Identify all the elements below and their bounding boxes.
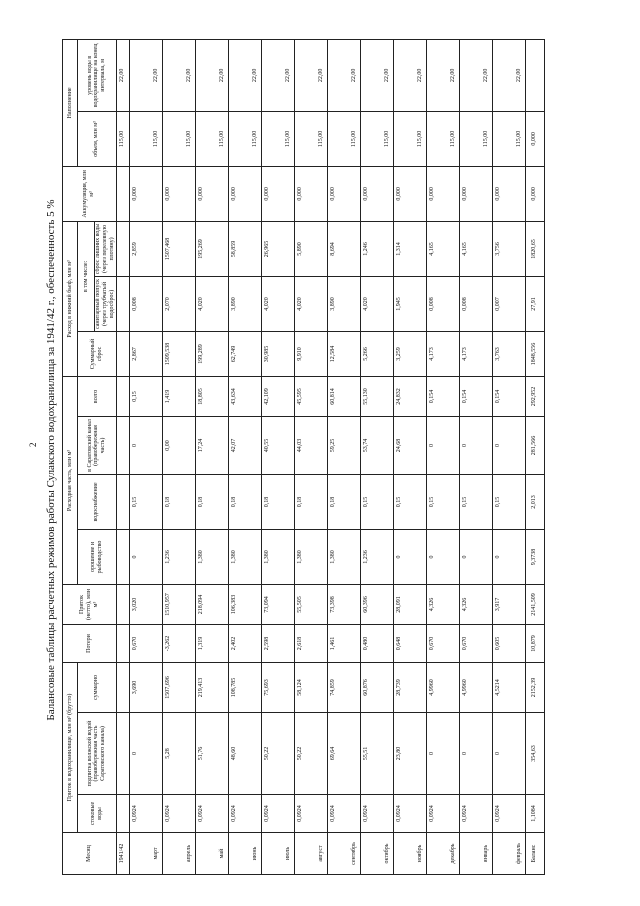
table-cell: 3,890	[228, 276, 261, 331]
table-cell: 51,76	[195, 713, 228, 795]
table-cell: 0	[129, 713, 162, 795]
table-cell: 0,18	[327, 475, 360, 530]
table-cell: 5,28	[162, 713, 195, 795]
table-cell: 60,876	[360, 663, 393, 713]
header-water-supply: водоснабжение	[78, 475, 117, 530]
table-cell-empty	[116, 585, 129, 625]
table-row	[294, 39, 327, 874]
table-cell: 115,00	[162, 111, 195, 166]
table-cell: 281,566	[525, 417, 544, 475]
table-cell: 62,749	[228, 331, 261, 376]
table-cell: 4,9960	[459, 663, 492, 713]
table-cell: 4,173	[426, 331, 459, 376]
header-lower-sum: Суммарный сброс	[78, 331, 117, 376]
table-cell: 0,18	[294, 475, 327, 530]
table-cell: 219,413	[195, 663, 228, 713]
table-cell: 60,396	[360, 585, 393, 625]
table-cell: 4,5214	[492, 663, 525, 713]
table-cell: 59,25	[327, 417, 360, 475]
table-cell: февраль	[492, 833, 525, 875]
table-cell: 73,094	[261, 585, 294, 625]
table-cell: 0,0924	[261, 795, 294, 833]
table-cell: 0,000	[525, 166, 544, 221]
table-cell: 1,236	[360, 530, 393, 585]
table-cell: 0,000	[492, 166, 525, 221]
table-cell: 55,51	[360, 713, 393, 795]
table-cell-empty	[116, 530, 129, 585]
table-cell: 0,000	[459, 166, 492, 221]
table-cell: 115,00	[327, 111, 360, 166]
table-cell: 2152,39	[525, 663, 544, 713]
table-cell: 2,013	[525, 475, 544, 530]
table-cell: 4,165	[426, 221, 459, 276]
table-cell: 9,910	[294, 331, 327, 376]
header-expense-total: всего	[78, 376, 117, 416]
table-cell: 4,020	[261, 276, 294, 331]
document-title: Балансовые таблицы расчетных режимов работы Сулакского водохранилища за 1941/42 г., обеспеченность 5 %	[45, 199, 57, 721]
year-label: 1941/42	[116, 833, 129, 875]
table-cell: 0	[492, 713, 525, 795]
table-cell: 0	[393, 530, 426, 585]
table-cell: 74,859	[327, 663, 360, 713]
table-cell: 42,109	[261, 376, 294, 416]
table-cell: 199,289	[195, 331, 228, 376]
table-cell: 4,020	[294, 276, 327, 331]
table-cell-empty	[116, 475, 129, 530]
table-cell: 23,80	[393, 713, 426, 795]
table-cell: 4,9960	[426, 663, 459, 713]
table-cell: 0,008	[459, 276, 492, 331]
table-cell: 2141,509	[525, 585, 544, 625]
table-cell: 0,000	[261, 166, 294, 221]
table-cell: 1,380	[261, 530, 294, 585]
table-cell: 0	[459, 713, 492, 795]
header-inflow-group: Приток в водохранилище, млн м³ (брутто)	[63, 663, 78, 833]
table-cell: 58,859	[228, 221, 261, 276]
table-cell: 1,380	[195, 530, 228, 585]
table-cell: сентябрь	[327, 833, 360, 875]
table-row-balance	[525, 39, 544, 874]
header-lower-group: Расход в нижний бьеф, млн м³	[63, 221, 78, 376]
table-cell: 30,985	[261, 331, 294, 376]
table-cell: 1,380	[294, 530, 327, 585]
table-cell: 0,15	[129, 475, 162, 530]
table-cell: 1,419	[162, 376, 195, 416]
table-cell: 115,00	[294, 111, 327, 166]
table-cell: 0,0924	[162, 795, 195, 833]
header-fill-volume: объем, млн м³	[78, 111, 117, 166]
table-cell: 115,00	[426, 111, 459, 166]
table-cell: 354,63	[525, 713, 544, 795]
table-cell-empty	[116, 625, 129, 663]
table-cell: 0	[426, 417, 459, 475]
table-cell: 75,693	[261, 663, 294, 713]
table-cell: 22,00	[459, 39, 492, 111]
header-fill-level: уровень воды в водохранилище на конец интервала, м	[78, 39, 117, 111]
header-spill: сброс лишних воды (через перелевную плотину)	[95, 221, 117, 276]
table-cell: май	[195, 833, 228, 875]
table-cell: 0	[492, 530, 525, 585]
table-cell: 0,18	[162, 475, 195, 530]
table-cell: 69,64	[327, 713, 360, 795]
table-cell: 0	[459, 530, 492, 585]
table-cell: 26,965	[261, 221, 294, 276]
table-cell: 0,0924	[360, 795, 393, 833]
table-cell: март	[129, 833, 162, 875]
table-cell: 0,18	[195, 475, 228, 530]
table-cell: Баланс	[525, 833, 544, 875]
table-cell: 115,00	[228, 111, 261, 166]
table-cell: 2,859	[129, 221, 162, 276]
table-cell: 115,00	[261, 111, 294, 166]
table-cell: 48,60	[228, 713, 261, 795]
table-cell: 28,091	[393, 585, 426, 625]
table-cell-empty	[116, 376, 129, 416]
table-cell: 0,670	[426, 625, 459, 663]
table-cell: 292,952	[525, 376, 544, 416]
table-cell: 0,008	[129, 276, 162, 331]
table-cell: 1,380	[228, 530, 261, 585]
table-row	[228, 39, 261, 874]
table-row	[162, 39, 195, 874]
table-cell: 0,000	[294, 166, 327, 221]
table-cell: 2,070	[162, 276, 195, 331]
table-cell: 22,00	[393, 39, 426, 111]
table-cell: октябрь	[360, 833, 393, 875]
table-cell: 1848,556	[525, 331, 544, 376]
table-cell: 24,832	[393, 376, 426, 416]
table-cell: 0	[492, 417, 525, 475]
balance-table	[62, 39, 545, 875]
table-cell: 4,020	[360, 276, 393, 331]
table-cell-empty	[116, 276, 129, 331]
table-cell: 5,890	[294, 221, 327, 276]
table-cell: 2,867	[129, 331, 162, 376]
table-cell: 4,165	[459, 221, 492, 276]
table-cell: 40,55	[261, 417, 294, 475]
table-cell: 3,763	[492, 331, 525, 376]
table-cell: 0,480	[360, 625, 393, 663]
table-cell: 0,000	[162, 166, 195, 221]
rotated-page	[40, 40, 630, 880]
table-cell: 17,24	[195, 417, 228, 475]
table-cell: 24,68	[393, 417, 426, 475]
table-cell: 1,380	[327, 530, 360, 585]
table-cell: 22,00	[162, 39, 195, 111]
table-cell: 8,694	[327, 221, 360, 276]
table-cell: 106,383	[228, 585, 261, 625]
header-saratov-canal: в Саратовский канал (правобережная часть)	[78, 417, 117, 475]
table-cell: 115,00	[195, 111, 228, 166]
table-cell: 9,3738	[525, 530, 544, 585]
table-cell: 22,00	[195, 39, 228, 111]
table-cell: 4,173	[459, 331, 492, 376]
table-cell: 55,505	[294, 585, 327, 625]
table-cell: 3,259	[393, 331, 426, 376]
table-cell: 5,266	[360, 331, 393, 376]
header-expense-group: Расходная часть, млн м³	[63, 376, 78, 584]
table-cell: 0,0924	[327, 795, 360, 833]
table-cell: 1,319	[195, 625, 228, 663]
table-cell: 115,00	[492, 111, 525, 166]
table-cell-empty	[116, 221, 129, 276]
table-row	[360, 39, 393, 874]
table-cell: 22,00	[426, 39, 459, 111]
table-cell: 3,917	[492, 585, 525, 625]
table-cell: 55,130	[360, 376, 393, 416]
table-cell: 1507,696	[162, 663, 195, 713]
table-cell: декабрь	[426, 833, 459, 875]
table-cell: 0,0924	[228, 795, 261, 833]
table-cell: 115,00	[393, 111, 426, 166]
table-cell: 10,879	[525, 625, 544, 663]
table-row	[195, 39, 228, 874]
table-cell: 50,22	[261, 713, 294, 795]
header-sanitary: санитарный попуск (через трубчатый водосброс)	[95, 276, 117, 331]
table-cell: 3,890	[327, 276, 360, 331]
table-row	[129, 39, 162, 874]
table-cell: 3,020	[129, 585, 162, 625]
table-cell: 1,314	[393, 221, 426, 276]
table-cell: 108,785	[228, 663, 261, 713]
table-cell: 0,154	[459, 376, 492, 416]
table-cell: 0,00	[162, 417, 195, 475]
table-cell: 3,756	[492, 221, 525, 276]
table-cell: 27,91	[525, 276, 544, 331]
table-cell: 0,000	[195, 166, 228, 221]
table-cell: январь	[459, 833, 492, 875]
table-cell: 42,07	[228, 417, 261, 475]
table-cell: 0	[129, 417, 162, 475]
header-inflow-total: суммарно	[78, 663, 117, 713]
table-cell: 195,269	[195, 221, 228, 276]
start-volume: 115,00	[116, 111, 129, 166]
table-row	[426, 39, 459, 874]
table-cell: 1509,538	[162, 331, 195, 376]
header-accumulation: Аккумуляция, млн м³	[63, 166, 117, 221]
header-month: Месяц	[63, 833, 117, 875]
table-cell: 0	[129, 530, 162, 585]
table-cell-empty	[116, 713, 129, 795]
table-cell: 43,634	[228, 376, 261, 416]
table-cell: 1510,957	[162, 585, 195, 625]
table-cell: 0,000	[228, 166, 261, 221]
table-cell: 22,00	[360, 39, 393, 111]
table-cell: 1,1084	[525, 795, 544, 833]
table-cell: 0,000	[360, 166, 393, 221]
table-cell: 0,154	[492, 376, 525, 416]
table-cell: 0,0924	[129, 795, 162, 833]
table-cell: 1,246	[360, 221, 393, 276]
table-cell: 2,598	[261, 625, 294, 663]
table-cell: 12,584	[327, 331, 360, 376]
table-cell: 0,15	[426, 475, 459, 530]
table-cell: -3,262	[162, 625, 195, 663]
table-cell: 2,618	[294, 625, 327, 663]
table-cell: 0	[426, 530, 459, 585]
table-cell: 60,814	[327, 376, 360, 416]
table-cell: 0,154	[426, 376, 459, 416]
table-cell: 0,605	[492, 625, 525, 663]
table-cell	[525, 39, 544, 111]
table-cell: 0,0924	[294, 795, 327, 833]
table-cell: 0,18	[261, 475, 294, 530]
table-cell: 0,648	[393, 625, 426, 663]
table-cell: 0,18	[228, 475, 261, 530]
table-row	[261, 39, 294, 874]
table-cell: 2,402	[228, 625, 261, 663]
table-cell: 115,00	[360, 111, 393, 166]
table-cell: 218,094	[195, 585, 228, 625]
table-cell: 22,00	[327, 39, 360, 111]
table-cell: апрель	[162, 833, 195, 875]
table-cell: 22,00	[129, 39, 162, 111]
header-fill-group: Наполнение	[63, 39, 78, 166]
table-cell: 0,0924	[393, 795, 426, 833]
table-cell: 0,000	[129, 166, 162, 221]
table-cell: 3,690	[129, 663, 162, 713]
header-runoff: стоковые воды	[78, 795, 117, 833]
table-row-start	[116, 39, 129, 874]
table-cell-empty	[116, 331, 129, 376]
table-cell: 0	[459, 417, 492, 475]
header-net-inflow: Приток (нетто), млн м³	[63, 585, 117, 625]
table-cell: 115,00	[459, 111, 492, 166]
table-cell: 0,0924	[459, 795, 492, 833]
table-cell: 0,15	[459, 475, 492, 530]
table-cell: 58,124	[294, 663, 327, 713]
table-cell: 22,00	[294, 39, 327, 111]
table-cell: 0,670	[459, 625, 492, 663]
table-cell: 4,326	[426, 585, 459, 625]
table-cell: 50,22	[294, 713, 327, 795]
page-number: 2	[28, 442, 38, 447]
table-row	[327, 39, 360, 874]
table-cell: 4,326	[459, 585, 492, 625]
table-cell: август	[294, 833, 327, 875]
start-level: 22,00	[116, 39, 129, 111]
table-cell: 0,008	[426, 276, 459, 331]
table-cell: 73,398	[327, 585, 360, 625]
table-cell: 0,000	[393, 166, 426, 221]
table-cell: 115,00	[129, 111, 162, 166]
header-losses: Потери	[63, 625, 117, 663]
table-cell: июль	[261, 833, 294, 875]
table-cell: 22,00	[261, 39, 294, 111]
table-row	[393, 39, 426, 874]
table-cell: 45,595	[294, 376, 327, 416]
table-cell: 0,0924	[195, 795, 228, 833]
table-cell: 0,670	[129, 625, 162, 663]
table-cell: 0,000	[327, 166, 360, 221]
table-row	[459, 39, 492, 874]
table-cell: 0,15	[492, 475, 525, 530]
header-transfer: подпитка волжской водой (правобережная часть Саратовского канала)	[78, 713, 117, 795]
table-cell: 0	[426, 713, 459, 795]
table-cell: 28,739	[393, 663, 426, 713]
table-cell: 44,03	[294, 417, 327, 475]
table-cell: 1,461	[327, 625, 360, 663]
table-cell-empty	[116, 166, 129, 221]
table-cell: 1,236	[162, 530, 195, 585]
table-cell: 22,00	[492, 39, 525, 111]
table-cell: 0,000	[525, 111, 544, 166]
table-cell: ноябрь	[393, 833, 426, 875]
table-cell: 0,000	[426, 166, 459, 221]
header-irrigation: орошение и рыбоводство	[78, 530, 117, 585]
table-cell: 0,15	[360, 475, 393, 530]
header-lower-including: в том числе:	[78, 221, 95, 331]
table-cell: 22,00	[228, 39, 261, 111]
table-cell: июнь	[228, 833, 261, 875]
table-cell: 18,805	[195, 376, 228, 416]
table-cell: 0,15	[393, 475, 426, 530]
table-cell-empty	[116, 663, 129, 713]
table-cell: 0,0924	[492, 795, 525, 833]
table-cell: 0,15	[129, 376, 162, 416]
table-cell-empty	[116, 417, 129, 475]
table-cell: 1,945	[393, 276, 426, 331]
table-cell: 4,020	[195, 276, 228, 331]
table-cell: 0,007	[492, 276, 525, 331]
table-cell: 1820,65	[525, 221, 544, 276]
table-cell: 0,0924	[426, 795, 459, 833]
table-row	[492, 39, 525, 874]
table-cell: 53,74	[360, 417, 393, 475]
table-cell-empty	[116, 795, 129, 833]
table-cell: 1507,468	[162, 221, 195, 276]
